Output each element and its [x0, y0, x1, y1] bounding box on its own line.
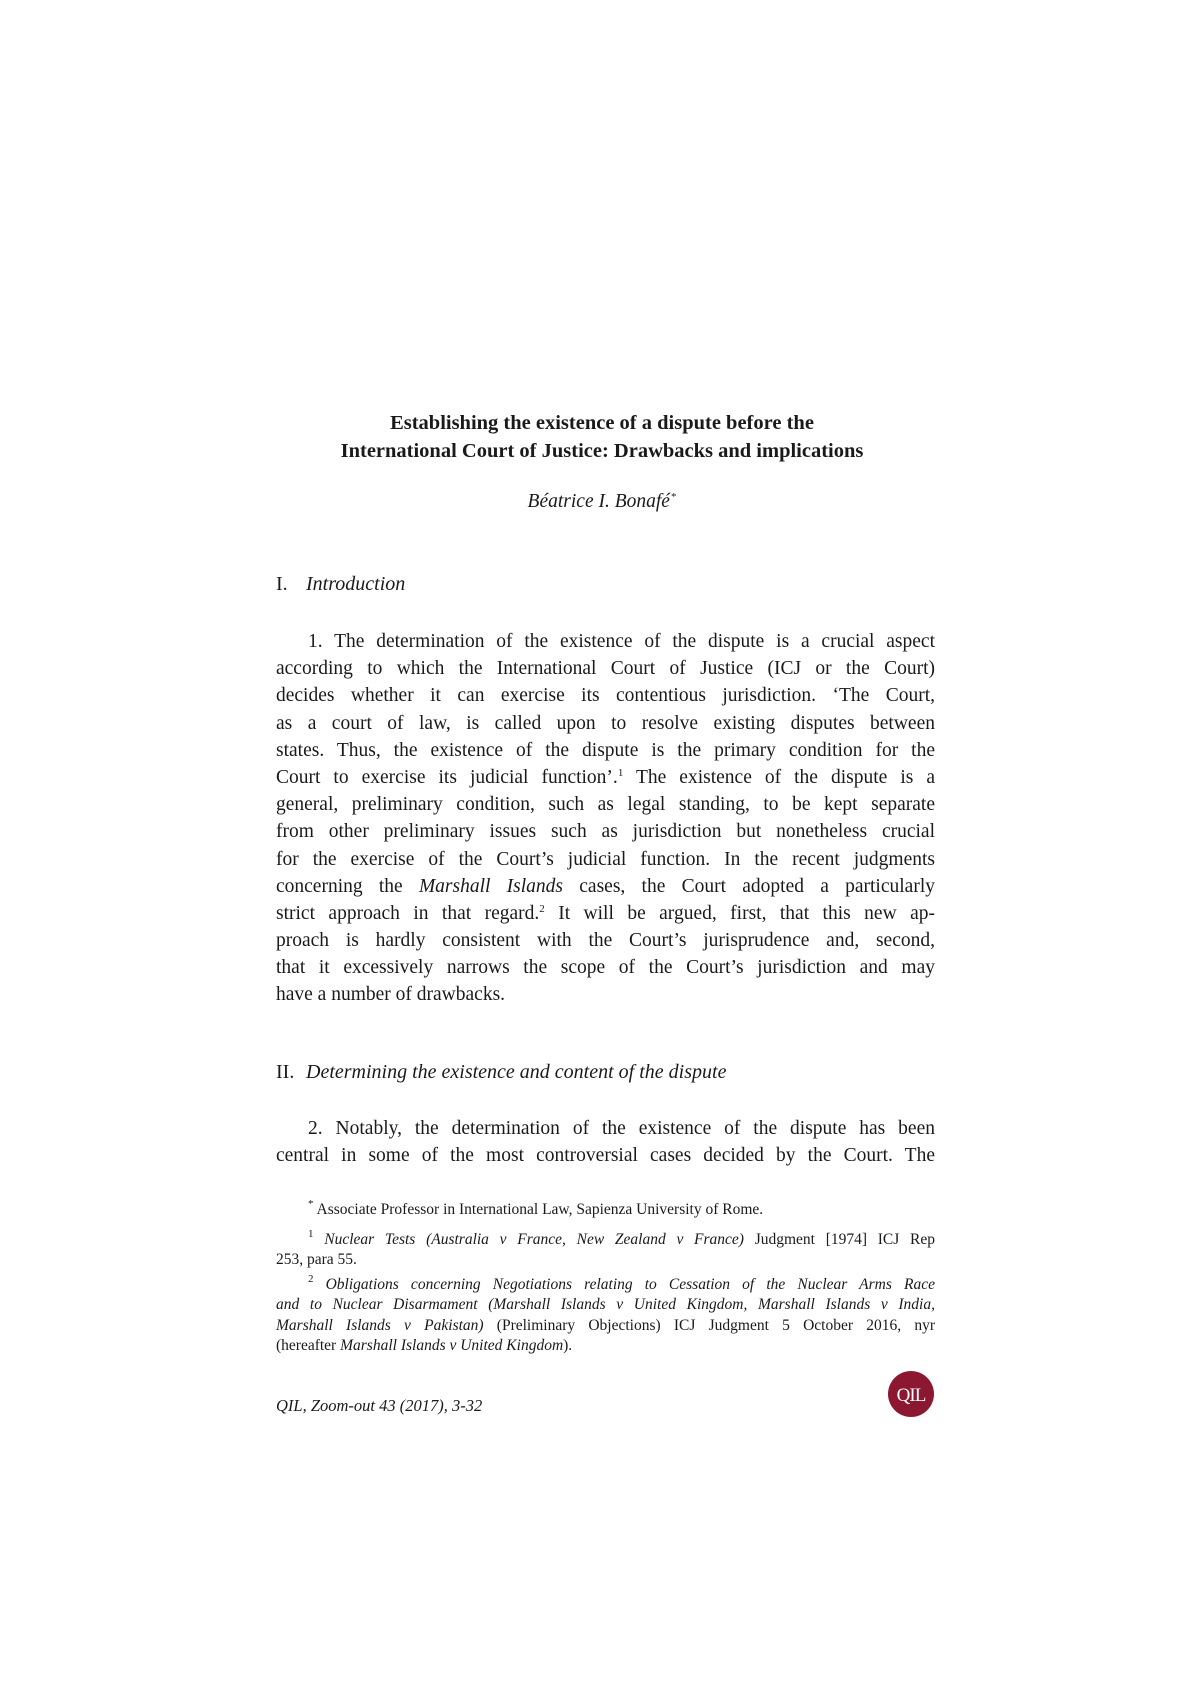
footnote-ref-1[interactable]: 1	[617, 766, 624, 779]
text-segment: concerning the	[276, 875, 419, 897]
footnote-ref-2[interactable]: 2	[539, 902, 545, 915]
title-line-2: International Court of Justice: Drawbacks and implications	[340, 440, 864, 462]
footnote-italic: Marshall Islands v Pakistan)	[276, 1316, 484, 1334]
footnote-marker: *	[308, 1198, 314, 1210]
footnote-line: 253, para 55.	[276, 1251, 357, 1268]
section-label: Introduction	[306, 573, 406, 595]
footnote-1	[276, 1227, 935, 1271]
footnote-line	[276, 1272, 935, 1296]
text-line: from other preliminary issues such as jurisdiction but nonetheless crucial	[276, 821, 935, 843]
text-line: proach is hardly consistent with the Court’s jurisprudence and, second,	[276, 930, 935, 952]
footnote-line	[276, 1227, 935, 1251]
footnote-text: (hereafter	[276, 1337, 341, 1354]
article-title	[276, 409, 928, 465]
section-number: I.	[276, 573, 288, 595]
footnote-marker: 2	[308, 1272, 314, 1285]
footnote-text: Judgment [1974] ICJ Rep	[743, 1230, 935, 1248]
author	[276, 491, 928, 513]
text-line: for the exercise of the Court’s judicial function. In the recent judgments	[276, 848, 935, 870]
text-line: general, preliminary condition, such as legal standing, to be kept separate	[276, 794, 935, 816]
logo-text: QIL	[896, 1385, 926, 1406]
footnote-italic: Obligations concerning Negotiations relating to Cessation of the Nuclear Arms Race	[313, 1275, 935, 1293]
text-line: according to which the International Court of Justice (ICJ or the Court)	[276, 658, 935, 680]
footnote-line	[276, 1336, 935, 1357]
text-segment: Court to exercise its judicial function’.	[276, 766, 618, 788]
text-segment: strict approach in that regard.	[276, 902, 540, 924]
footnote-marker: 1	[308, 1227, 314, 1240]
text-line: as a court of law, is called upon to resolve existing disputes between	[276, 712, 935, 734]
section-number: II.	[276, 1061, 295, 1083]
text-line	[276, 900, 935, 927]
section-heading-existence	[276, 1061, 726, 1084]
footnote-text: ).	[563, 1337, 573, 1354]
text-line	[276, 873, 935, 900]
footnote-text: Associate Professor in International Law, Sapienza University of Rome.	[313, 1201, 764, 1218]
footnote-line	[276, 1200, 935, 1221]
footnote-2	[276, 1272, 936, 1357]
text-line: that it excessively narrows the scope of the Court’s jurisdiction and may	[276, 957, 935, 979]
footnotes	[276, 1200, 935, 1357]
paragraph-2	[276, 1115, 935, 1169]
footnote-italic: Marshall Islands v United Kingdom	[340, 1337, 564, 1354]
text-line: states. Thus, the existence of the dispute is the primary condition for the	[276, 739, 935, 761]
author-name: Béatrice I. Bonafé	[527, 491, 670, 512]
text-segment: The existence of the dispute is a	[623, 766, 935, 788]
paragraph-1	[276, 628, 935, 1009]
text-line: decides whether it can exercise its contentious jurisdiction. ‘The Court,	[276, 685, 935, 707]
footnote-line	[276, 1316, 935, 1337]
text-line: central in some of the most controversial cases decided by the Court. The	[276, 1145, 935, 1167]
text-line: 2. Notably, the determination of the existence of the dispute has been	[308, 1118, 935, 1139]
text-segment: cases, the Court adopted a particularly	[563, 875, 935, 897]
journal-citation: QIL, Zoom-out 43 (2017), 3-32	[276, 1396, 483, 1415]
footnote-author	[276, 1200, 935, 1221]
text-line	[276, 764, 935, 791]
text-segment: It will be argued, first, that this new ap-	[544, 902, 935, 924]
author-footnote-marker[interactable]: *	[670, 491, 677, 503]
text-line: 1. The determination of the existence of the dispute is a crucial aspect	[308, 631, 935, 652]
text-line: have a number of drawbacks.	[276, 984, 506, 1006]
section-heading-introduction	[276, 573, 405, 596]
qil-logo	[887, 1370, 935, 1418]
case-name-italic: Marshall Islands	[418, 875, 564, 897]
section-label: Determining the existence and content of the dispute	[306, 1061, 727, 1083]
footnote-line	[276, 1295, 935, 1316]
footnote-italic: Nuclear Tests (Australia v France, New Zealand v France)	[313, 1230, 744, 1248]
title-line-1: Establishing the existence of a dispute before the	[390, 412, 814, 434]
footnote-text: (Preliminary Objections) ICJ Judgment 5 October 2016, nyr	[483, 1316, 936, 1334]
footnote-italic: and to Nuclear Disarmament (Marshall Islands v United Kingdom, Marshall Islands v India,	[276, 1296, 935, 1313]
